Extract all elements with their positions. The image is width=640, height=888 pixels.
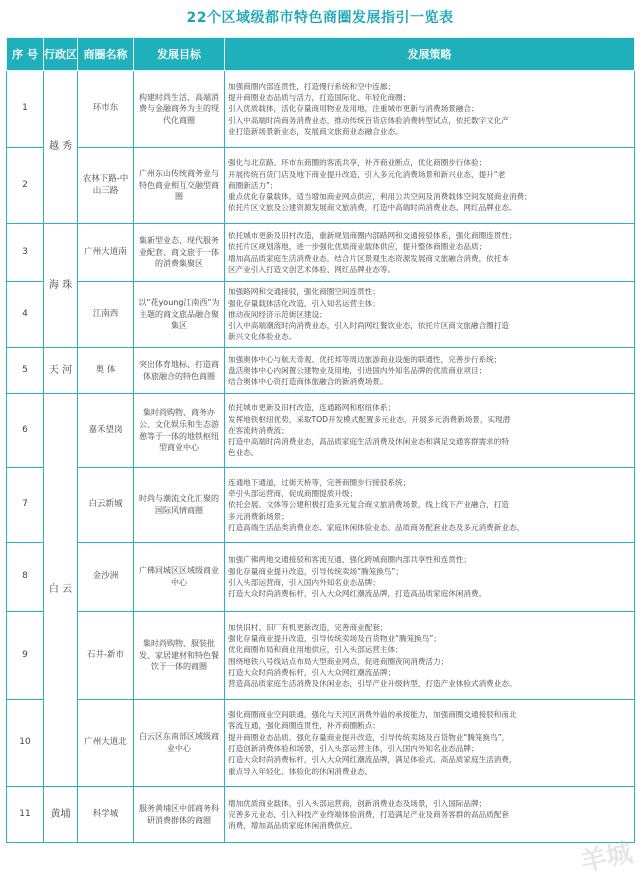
strategy-line: 引入优质载体，活化存量商用物业及用地，注重城市更新与消费场景融合； xyxy=(228,104,479,114)
header-seq: 序 号 xyxy=(7,38,44,71)
table-row xyxy=(7,71,635,148)
strategy-line: 重点优化存量载体，适当增加商业网点供应，利用公共空间及消费载体空间发展商业消费； xyxy=(228,192,532,202)
table-row xyxy=(7,394,635,468)
district-name: 环市东 xyxy=(78,71,134,148)
strategy-line: 重点导入年轻化、体验化的休闲消费业态。 xyxy=(228,766,373,776)
district-name: 金沙洲 xyxy=(78,543,134,612)
district-name: 科学城 xyxy=(78,787,134,843)
strategy-line: 强化商圈商业空间联通，强化与天河区消费外溢的承接能力，加强商圈交通接驳和南北 xyxy=(228,710,517,720)
row-seq: 1 xyxy=(7,71,44,148)
strategy-line: 打造大众时尚消费标杆，引入大众网红潮流品牌； xyxy=(228,667,396,677)
development-strategy xyxy=(225,468,635,543)
development-strategy xyxy=(225,612,635,700)
row-seq: 3 xyxy=(7,224,44,282)
header-name: 商圈名称 xyxy=(78,38,134,71)
strategy-line: 连通地下通道，过街天桥等，完善商圈步行接驳系统； xyxy=(228,477,411,487)
table-row xyxy=(7,224,635,282)
strategy-line: 加快旧村、旧厂有机更新改造，完善商业配套； xyxy=(228,622,388,632)
strategy-line: 提升商圈业态品质与活力，打造国际化、年轻化商圈； xyxy=(228,93,411,103)
row-seq: 8 xyxy=(7,543,44,612)
district-name: 江南西 xyxy=(78,282,134,348)
row-seq: 11 xyxy=(7,787,44,843)
development-goal: 服务黄埔区中部商务科研消费群体的商圈 xyxy=(134,787,225,843)
strategy-line: 强化存量商业提升改造，引导传统卖场“腾笼换鸟”； xyxy=(228,566,403,576)
district-name: 奥 体 xyxy=(78,348,134,394)
district-cell: 白 云 xyxy=(44,394,78,787)
district-name: 石井-新市 xyxy=(78,612,134,700)
development-strategy xyxy=(225,282,635,348)
table-row xyxy=(7,787,635,843)
development-strategy xyxy=(225,394,635,468)
strategy-line: 结合奥体中心资打造商体旅融合的新消费场景。 xyxy=(228,377,388,387)
strategy-line: 依托城市更新及旧村改造，重新规划商圈内部路网和交通接驳体系，强化商圈连贯性； xyxy=(228,230,517,240)
district-cell: 黄埔 xyxy=(44,787,78,843)
development-strategy xyxy=(225,348,635,394)
row-seq: 9 xyxy=(7,612,44,700)
row-seq: 2 xyxy=(7,148,44,224)
table-row xyxy=(7,700,635,787)
strategy-line: 完善多元业态，引入科技产业终端体验消费，打造满足产业及商务客群的高品质配套 xyxy=(228,809,509,819)
row-seq: 10 xyxy=(7,700,44,787)
strategy-line: 强化存量载体活化改造，引入知名运营主体； xyxy=(228,298,380,308)
strategy-line: 加强奥体中心与航天奇观、优托邦等周边旅游商业设施的联通性，完善步行系统； xyxy=(228,354,502,364)
header-strategy: 发展策略 xyxy=(225,38,635,71)
development-strategy xyxy=(225,148,635,224)
strategy-line: 在客流转消费流； xyxy=(228,425,289,435)
development-goal: 时尚与潮流文化汇聚的国际风情商圈 xyxy=(134,468,225,543)
strategy-line: 客流互通，强化商圈连贯性，补齐商圈断点； xyxy=(228,721,380,731)
strategy-line: 消费，增加高品质家庭休闲消费供应。 xyxy=(228,821,358,831)
strategy-line: 引入头部运营商，引入国内外知名业态品牌； xyxy=(228,578,380,587)
strategy-line: 推动夜间经济示范街区建设； xyxy=(228,309,327,319)
table-row xyxy=(7,543,635,612)
development-strategy xyxy=(225,700,635,787)
strategy-line: 增加优质商业载体，引入头部运营商，创新消费业态及场景，引入国际品牌； xyxy=(228,798,487,808)
strategy-line: 优化商圈布局和商业用地供应，引入头部运营主体； xyxy=(228,645,403,655)
strategy-line: 依托片区文旅及公建资源发展商文旅消费，打造中高端时尚消费业态、网红品牌业态。 xyxy=(228,203,517,213)
strategy-line: 打造大众时尚消费标杆，引入大众网红潮流品牌，打造高品质家庭休闲消费。 xyxy=(228,589,487,599)
district-name: 广州大道南 xyxy=(78,224,134,282)
row-seq: 5 xyxy=(7,348,44,394)
strategy-line: 打造大众时尚消费标杆，引入大众网红潮流品牌，满足体验式、高品质家庭生活消费， xyxy=(228,755,517,765)
strategy-line: 依托会展、文体等公建积极打造多元复合商文旅消费场景，线上线下产业融合，打造 xyxy=(228,500,509,510)
strategy-line: 打造高端生活品类消费业态、家庭休闲体验业态、品质商务配套业态及多元消费新业态。 xyxy=(228,522,525,532)
development-goal: 以“花young江南西”为主题的商文旅品融合聚集区 xyxy=(134,282,225,348)
table-row xyxy=(7,148,635,224)
table-body xyxy=(7,71,635,843)
strategy-line: 营造高品质家庭生活消费及休闲业态，引导产业升级转型，打造产业体验式消费业态。 xyxy=(228,679,517,689)
header-goal: 发展目标 xyxy=(134,38,225,71)
strategy-line: 打造中高端时尚消费业态，高品质家庭生活消费及休闲业态和满足交通客群需求的特 xyxy=(228,437,509,447)
development-goal: 集时尚购物、服装批发、家居建材和特色餐饮于一体的商圈 xyxy=(134,612,225,700)
development-goal: 集新型业态、现代服务业配套、商文旅于一体的消费集聚区 xyxy=(134,224,225,282)
strategy-line: 盘活奥体中心内闲置公建物业及用地，引进国内外知名品牌的优质商业项目； xyxy=(228,365,487,375)
strategy-line: 发挥地铁枢纽优势，采取TOD开发模式配置多元业态，开展多元消费新场景，实现潜 xyxy=(228,414,511,424)
commercial-district-table xyxy=(6,37,635,843)
strategy-line: 色业态。 xyxy=(228,448,259,458)
development-strategy xyxy=(225,543,635,612)
strategy-line: 牵引头部运营商，促成商圈提质升级； xyxy=(228,489,358,499)
strategy-line: 业打造新场景新业态，发展商文旅商业态融合业态。 xyxy=(228,126,403,136)
development-goal: 白云区东南部区域级商业中心 xyxy=(134,700,225,787)
table-row xyxy=(7,348,635,394)
district-name: 嘉禾望岗 xyxy=(78,394,134,468)
development-goal: 广州东山传统商务业与特色商业相互交融型商圈 xyxy=(134,148,225,224)
district-name: 农林下路-中山三路 xyxy=(78,148,134,224)
strategy-line: 依托城市更新及旧村改造，连通路网和枢纽体系； xyxy=(228,403,396,413)
header-district: 行政区 xyxy=(44,38,78,71)
district-name: 广州大道北 xyxy=(78,700,134,787)
development-strategy xyxy=(225,71,635,148)
strategy-line: 新兴文化体验业态。 xyxy=(228,332,297,342)
strategy-line: 依托片区规划落地，进一步强化优质商业载体供应，提升整体商圈业态品质； xyxy=(228,242,487,252)
development-goal: 突出体育地标、打造商体旅融合的特色商圈 xyxy=(134,348,225,394)
strategy-line: 打造创新消费体验和场景，引入头部运营主体，引入国内外知名业态品牌； xyxy=(228,744,479,753)
strategy-line: 区产业引入打造文创艺术体验、网红品牌业态等。 xyxy=(228,264,396,274)
development-strategy xyxy=(225,787,635,843)
district-cell: 海 珠 xyxy=(44,224,78,348)
table-header-row xyxy=(7,38,635,71)
strategy-line: 强化存量商业提升改造，引导传统卖场及百货物业“腾笼换鸟”； xyxy=(228,633,441,643)
district-name: 白云新城 xyxy=(78,468,134,543)
row-seq: 7 xyxy=(7,468,44,543)
strategy-line: 开展传统百货门店及地下商业提升改造，引入多元化消费场景和新兴业态，提升“老 xyxy=(228,169,506,179)
page-title: 22个区域级都市特色商圈发展指引一览表 xyxy=(186,10,454,26)
strategy-line: 加强商圈内部连贯性，打造慢行系统和空中连廊； xyxy=(228,81,396,91)
strategy-line: 引入中高端潮流时尚消费业态，引入时尚网红餐饮业态，依托片区商文旅融合圈打造 xyxy=(228,321,509,331)
strategy-line: 加强广佛两地交通接驳和客流互通，强化跨城商圈内部共享性和连贯性； xyxy=(228,555,471,565)
strategy-line: 围绕地铁八号线站点布局大型商业网点，促进商圈夜间消费活力； xyxy=(228,656,449,666)
strategy-line: 多元消费新场景； xyxy=(228,511,289,521)
development-goal: 构建时尚生活、高端消费与金融商务为主的现代化商圈 xyxy=(134,71,225,148)
strategy-line: 引入中高端时尚商务消费业态，推动传统百货店体验消费转型试点，依托数字文化产 xyxy=(228,115,509,125)
row-seq: 4 xyxy=(7,282,44,348)
strategy-line: 强化与北京路、环市东商圈的客流共享，补齐商业断点，优化商圈步行体验； xyxy=(228,158,487,168)
development-goal: 广佛同城区区域级商业中心 xyxy=(134,543,225,612)
row-seq: 6 xyxy=(7,394,44,468)
strategy-line: 提升商圈业态品质。强化存量商业提升改造，引导传统卖场及百货物业“腾笼换鸟”， xyxy=(228,732,510,742)
development-goal: 集时尚购物、商务办公、文化娱乐和生态游憩等于一体的地铁枢纽型商业中心 xyxy=(134,394,225,468)
table-row xyxy=(7,612,635,700)
watermark-logo: 羊城 xyxy=(577,837,636,879)
strategy-line: 商圈新活力”； xyxy=(228,180,278,190)
development-strategy xyxy=(225,224,635,282)
table-row xyxy=(7,468,635,543)
district-cell: 天 河 xyxy=(44,348,78,394)
strategy-line: 增加高品质家庭生活消费业态，结合片区景观生态资源发展商文旅融合消费，依托本 xyxy=(228,253,509,263)
strategy-line: 加强路网和交通接驳，强化商圈空间连贯性； xyxy=(228,287,380,297)
table-row xyxy=(7,282,635,348)
district-cell: 越 秀 xyxy=(44,71,78,224)
